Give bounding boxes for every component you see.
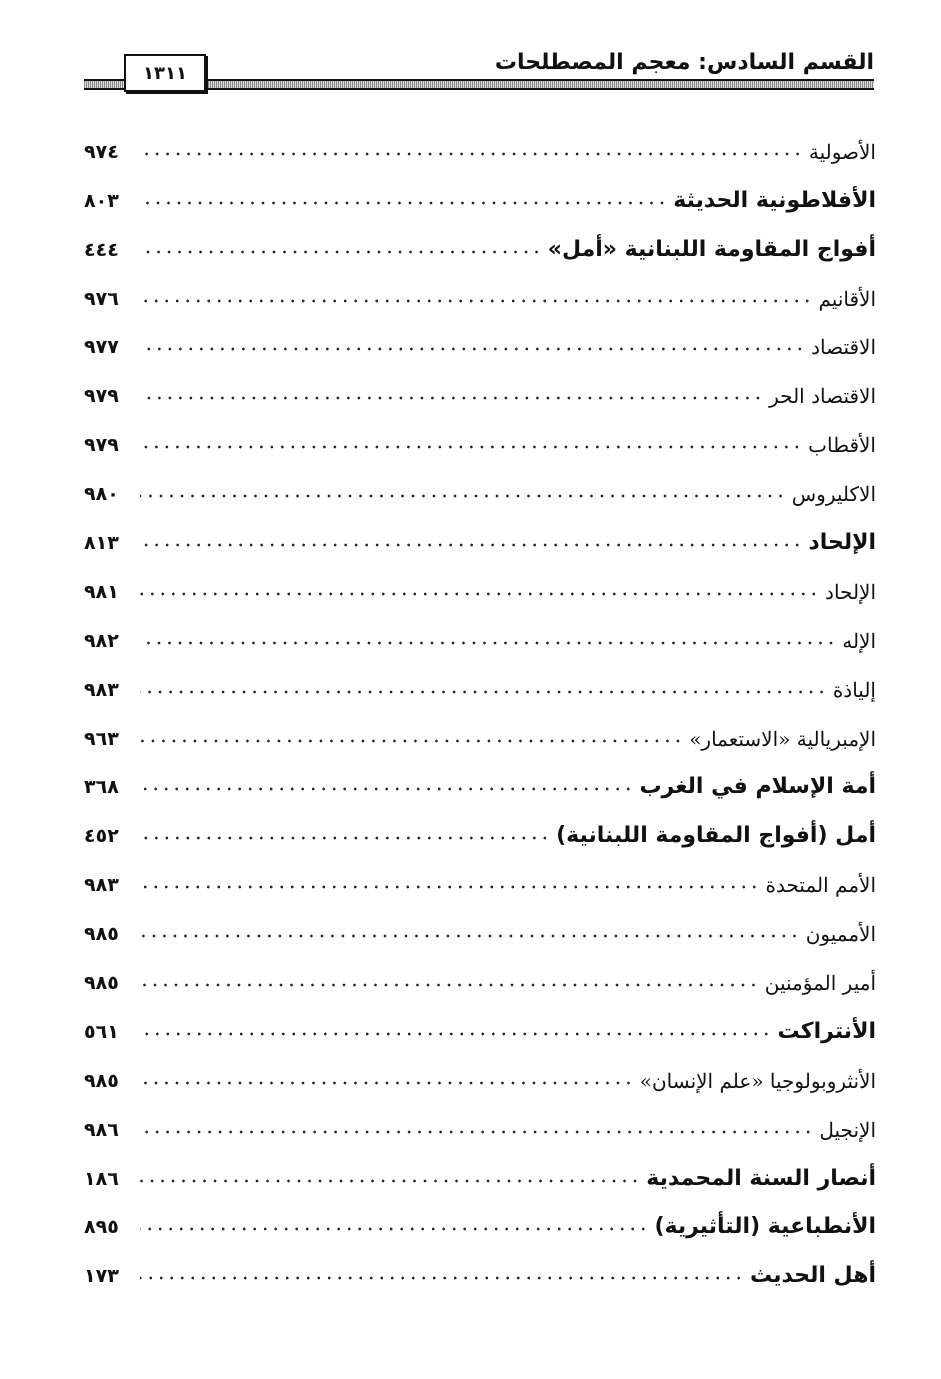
entry-page-number: ٩٨٠ xyxy=(84,483,119,506)
page-number: ١٣١١ xyxy=(124,54,206,92)
entry-page-number: ٩٨٣ xyxy=(84,874,119,897)
entry-term: أنصار السنة المحمدية xyxy=(646,1165,876,1191)
index-entry xyxy=(84,411,876,460)
index-entry xyxy=(84,607,876,656)
dot-leader xyxy=(140,392,763,404)
entry-page-number: ٤٥٢ xyxy=(84,825,119,848)
entry-term: الأقطاب xyxy=(808,433,876,458)
dot-leader xyxy=(140,881,760,893)
dot-leader xyxy=(140,295,812,307)
page-header xyxy=(84,40,874,96)
entry-page-number: ٨٩٥ xyxy=(84,1216,119,1239)
entry-term: الأقانيم xyxy=(818,286,876,311)
index-entry xyxy=(84,314,876,363)
entry-page-number: ٩٧٩ xyxy=(84,385,119,408)
dot-leader xyxy=(140,1028,772,1040)
dot-leader xyxy=(140,686,827,698)
entry-page-number: ٩٨٢ xyxy=(84,629,119,652)
entry-page-number: ٤٤٤ xyxy=(84,238,119,261)
index-entry xyxy=(84,705,876,754)
entry-term: الأصولية xyxy=(808,139,876,164)
entry-term: أمل (أفواج المقاومة اللبنانية) xyxy=(556,823,876,849)
index-entry xyxy=(84,1145,876,1194)
entry-page-number: ١٧٣ xyxy=(84,1265,119,1288)
index-entry xyxy=(84,1047,876,1096)
index-list xyxy=(84,118,876,1291)
entry-term: الإلحاد xyxy=(825,579,876,604)
entry-page-number: ٩٨٥ xyxy=(84,972,119,995)
dot-leader xyxy=(140,246,542,258)
index-entry xyxy=(84,558,876,607)
index-entry xyxy=(84,802,876,851)
index-entry xyxy=(84,362,876,411)
entry-page-number: ٩٧٧ xyxy=(84,336,119,359)
dot-leader xyxy=(140,197,667,209)
entry-term: أمة الإسلام في الغرب xyxy=(639,774,876,800)
dot-leader xyxy=(140,490,786,502)
index-entry xyxy=(84,1194,876,1243)
entry-term: الإنجيل xyxy=(819,1117,876,1142)
dot-leader xyxy=(140,148,803,160)
section-title: القسم السادس: معجم المصطلحات xyxy=(494,50,874,75)
entry-page-number: ٨١٣ xyxy=(84,532,119,555)
dot-leader xyxy=(140,979,759,991)
entry-page-number: ٩٦٣ xyxy=(84,727,119,750)
index-entry xyxy=(84,1096,876,1145)
entry-page-number: ٩٧٩ xyxy=(84,434,119,457)
entry-page-number: ٩٧٤ xyxy=(84,140,119,163)
entry-term: الاكليروس xyxy=(791,482,876,507)
entry-term: الاقتصاد الحر xyxy=(769,384,876,409)
entry-term: الإمبريالية «الاستعمار» xyxy=(689,726,876,751)
index-entry xyxy=(84,265,876,314)
index-entry xyxy=(84,509,876,558)
entry-page-number: ٩٨٥ xyxy=(84,923,119,946)
dot-leader xyxy=(140,1175,640,1187)
dot-leader xyxy=(140,441,802,453)
index-entry xyxy=(84,656,876,705)
entry-page-number: ٨٠٣ xyxy=(84,189,119,212)
entry-term: أفواج المقاومة اللبنانية «أمل» xyxy=(547,236,876,262)
index-entry xyxy=(84,949,876,998)
index-entry xyxy=(84,900,876,949)
dot-leader xyxy=(140,832,550,844)
dot-leader xyxy=(140,637,836,649)
entry-term: الأمم المتحدة xyxy=(765,873,876,898)
entry-page-number: ٣٦٨ xyxy=(84,776,119,799)
dot-leader xyxy=(140,735,683,747)
dot-leader xyxy=(140,1223,648,1235)
index-entry xyxy=(84,167,876,216)
index-entry xyxy=(84,851,876,900)
dot-leader xyxy=(140,1126,813,1138)
dot-leader xyxy=(140,930,800,942)
entry-term: الأمميون xyxy=(805,922,876,947)
entry-term: الاقتصاد xyxy=(811,335,876,360)
index-entry xyxy=(84,118,876,167)
dot-leader xyxy=(140,1077,634,1089)
entry-term: الإلحاد xyxy=(808,530,876,556)
entry-term: أهل الحديث xyxy=(749,1263,876,1289)
dot-leader xyxy=(140,539,802,551)
entry-page-number: ٩٨٣ xyxy=(84,678,119,701)
index-entry xyxy=(84,754,876,803)
dot-leader xyxy=(140,783,633,795)
dot-leader xyxy=(140,343,805,355)
entry-page-number: ٥٦١ xyxy=(84,1020,119,1043)
index-entry xyxy=(84,460,876,509)
index-entry xyxy=(84,1242,876,1291)
entry-term: الأنتراكت xyxy=(777,1018,876,1044)
entry-page-number: ٩٨١ xyxy=(84,580,119,603)
index-entry xyxy=(84,998,876,1047)
dot-leader xyxy=(140,1272,744,1284)
entry-page-number: ٩٧٦ xyxy=(84,287,119,310)
entry-term: أمير المؤمنين xyxy=(764,971,876,996)
index-entry xyxy=(84,216,876,265)
entry-term: إلياذة xyxy=(832,677,876,702)
entry-term: الأفلاطونية الحديثة xyxy=(673,187,876,213)
entry-page-number: ١٨٦ xyxy=(84,1167,119,1190)
entry-page-number: ٩٨٦ xyxy=(84,1118,119,1141)
entry-term: الإله xyxy=(842,628,876,653)
entry-term: الأنطباعية (التأثيرية) xyxy=(654,1214,876,1240)
dot-leader xyxy=(140,588,819,600)
entry-page-number: ٩٨٥ xyxy=(84,1069,119,1092)
entry-term: الأنثروبولوجيا «علم الإنسان» xyxy=(639,1068,876,1093)
